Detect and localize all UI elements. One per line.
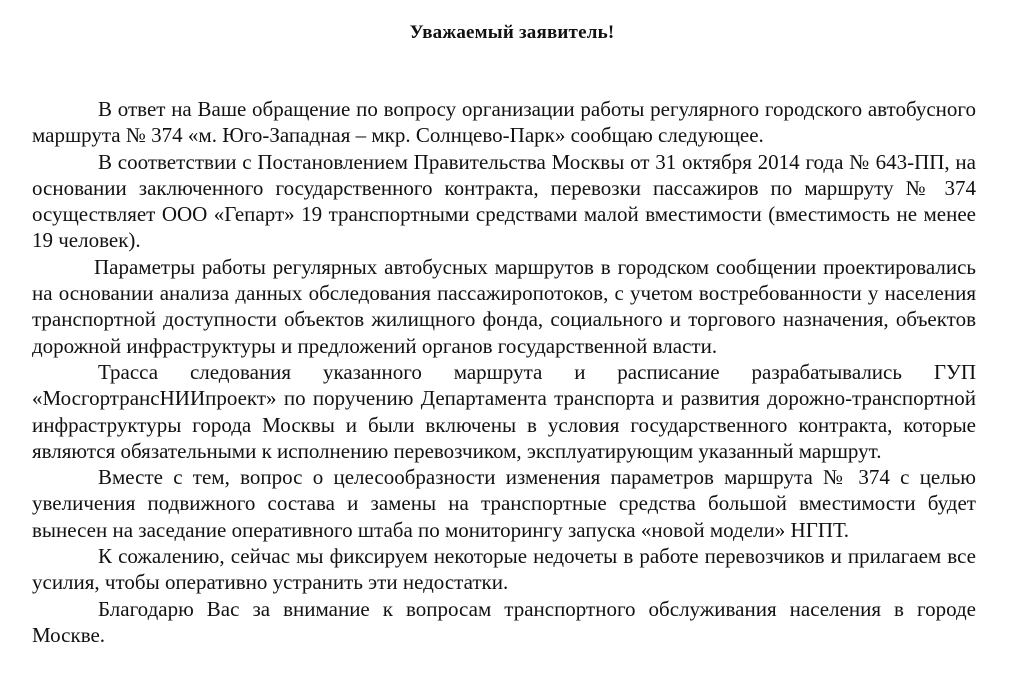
paragraph-2: В соответствии с Постановлением Правительства Москвы от 31 октября 2014 года № 643-ПП, на основании заключенного государственного контракта, перевозки пассажиров по маршруту № 374 осуществляет ООО «Гепарт» 19 транспортными средствами малой вместимости (вместимость не менее 19 человек).: [32, 149, 976, 253]
paragraph-1: В ответ на Ваше обращение по вопросу организации работы регулярного городского автобусного маршрута № 374 «м. Юго-Западная – мкр. Солнцево-Парк» сообщаю следующее.: [32, 97, 976, 148]
paragraph-5: Вместе с тем, вопрос о целесообразности изменения параметров маршрута № 374 с целью увеличения подвижного состава и замены на транспортные средства большой вместимости будет вынесен на заседание оперативного штаба по мониторингу запуска «новой модели» НГПТ.: [32, 465, 976, 542]
paragraph-4: Трасса следования указанного маршрута и расписание разрабатывались ГУП «МосгортрансНИИпроект» по поручению Департамента транспорта и развития дорожно-транспортной инфраструктуры города Москвы и были включены в условия государственного контракта, которые являются обязательными к исполнению перевозчиком, эксплуатирующим указанный маршрут.: [32, 359, 976, 463]
document-body: [32, 96, 976, 648]
document-title: Уважаемый заявитель!: [409, 22, 615, 43]
paragraph-7: Благодарю Вас за внимание к вопросам транспортного обслуживания населения в городе Москве.: [32, 596, 976, 647]
paragraph-3: Параметры работы регулярных автобусных маршрутов в городском сообщении проектировались на основании анализа данных обследования пассажиропотоков, с учетом востребованности у населения транспортной доступности объектов жилищного фонда, социального и торгового назначения, объектов дорожной инфраструктуры и предложений органов государственной власти.: [32, 254, 976, 358]
paragraph-6: К сожалению, сейчас мы фиксируем некоторые недочеты в работе перевозчиков и прилагаем все усилия, чтобы оперативно устранить эти недостатки.: [32, 544, 976, 595]
